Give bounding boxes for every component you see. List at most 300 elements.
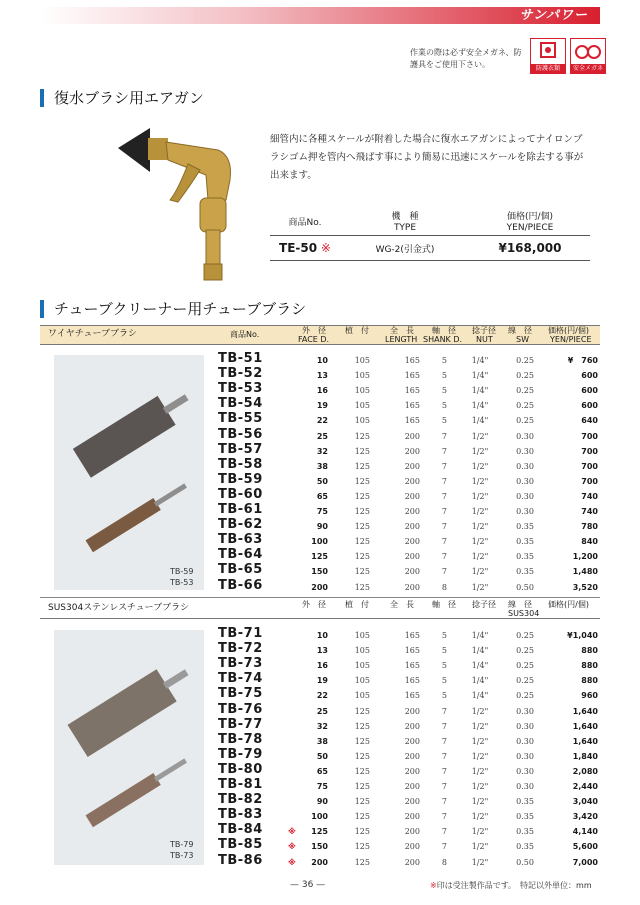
- table-row: [40, 456, 600, 474]
- glasses-icon: [570, 38, 606, 74]
- brand-bar: [40, 7, 600, 24]
- brush-length: 125: [354, 537, 370, 547]
- table-row: [40, 353, 600, 368]
- page-number: — 36 —: [290, 880, 326, 890]
- product-code: TB-73: [218, 656, 263, 672]
- wire-diameter: 0.25: [516, 371, 534, 381]
- price: 700: [581, 431, 598, 441]
- hdr-sw: 線 径: [508, 600, 532, 609]
- product-code: TB-81: [218, 777, 263, 792]
- face-diameter: 200: [311, 857, 328, 867]
- overall-length: 200: [404, 812, 420, 822]
- product-code: TB-85: [218, 837, 263, 853]
- shank-diameter: 7: [441, 537, 447, 547]
- wire-diameter: 0.25: [516, 691, 534, 701]
- brush-length: 105: [354, 661, 370, 671]
- nut-size: 1/2": [471, 797, 489, 807]
- shank-diameter: 7: [441, 446, 447, 456]
- overall-length: 200: [404, 507, 420, 516]
- overall-length: 200: [404, 476, 420, 486]
- shank-diameter: 7: [441, 461, 447, 471]
- wire-diameter: 0.30: [516, 766, 534, 776]
- glasses-icon-label: 安全メガネ: [572, 65, 603, 72]
- hdr-ue: 植 付: [345, 326, 369, 335]
- face-diameter: 50: [316, 751, 328, 761]
- nut-size: 1/2": [471, 461, 489, 471]
- face-diameter: 125: [311, 827, 328, 837]
- hdr-shank: 軸 径: [432, 326, 456, 335]
- wire-diameter: 0.35: [516, 842, 534, 852]
- overall-length: 200: [404, 782, 420, 791]
- shank-diameter: 8: [441, 857, 447, 867]
- hdr-face: 外 径: [302, 326, 326, 335]
- table-row: [40, 549, 600, 564]
- wire-diameter: 0.35: [516, 552, 534, 562]
- overall-length: 165: [404, 631, 420, 640]
- product-code: TB-62: [218, 517, 263, 533]
- brush-length: 125: [354, 582, 370, 592]
- brush-length: 105: [354, 631, 370, 640]
- nut-size: 1/4": [471, 401, 489, 411]
- shank-diameter: 7: [441, 476, 447, 486]
- overall-length: 200: [404, 552, 420, 562]
- wire-table-title: ワイヤチューブブラシ: [48, 329, 138, 339]
- price: 2,080: [572, 766, 598, 776]
- table-row: [40, 398, 600, 413]
- nut-size: 1/2": [471, 582, 489, 592]
- nut-size: 1/2": [471, 842, 489, 852]
- nut-size: 1/4": [471, 356, 489, 365]
- face-diameter: 150: [311, 842, 328, 852]
- price: 3,520: [572, 582, 598, 592]
- product-code: TB-51: [218, 351, 263, 366]
- overall-length: 200: [404, 522, 420, 532]
- brush-length: 125: [354, 736, 370, 746]
- table-row: [40, 761, 600, 779]
- face-diameter: 200: [311, 582, 328, 592]
- face-diameter: 125: [311, 552, 328, 562]
- wire-diameter: 0.25: [516, 416, 534, 426]
- price: 700: [581, 446, 598, 456]
- nut-size: 1/2": [471, 736, 489, 746]
- price: 960: [581, 691, 598, 701]
- price: 840: [581, 537, 598, 547]
- price: 5,600: [572, 842, 598, 852]
- price: 1,480: [572, 567, 598, 577]
- face-diameter: 50: [316, 476, 328, 486]
- wire-diameter: 0.30: [516, 751, 534, 761]
- product-code: TB-58: [218, 456, 263, 472]
- table-row: [40, 673, 600, 688]
- wire-diameter: 0.35: [516, 797, 534, 807]
- wire-diameter: 0.50: [516, 857, 534, 867]
- face-diameter: 38: [316, 461, 328, 471]
- table-row: [40, 504, 600, 519]
- table-row: [40, 794, 600, 809]
- nut-size: 1/4": [471, 691, 489, 701]
- brush-length: 125: [354, 721, 370, 731]
- price: 2,440: [572, 782, 598, 791]
- ppe-icon-label: 防護衣類: [531, 64, 565, 73]
- hdr-sw: 線 径: [508, 326, 532, 335]
- hdr-nut-en: NUT: [476, 335, 493, 344]
- brush-length: 105: [354, 386, 370, 396]
- face-diameter: 16: [316, 661, 328, 671]
- price: 780: [581, 522, 598, 532]
- airgun-description: 細管内に各種スケールが附着した場合に復水エアガンによってナイロンブラシゴム押を管内へ飛ばす事により簡易に迅速にスケールを除去する事が出来ます。: [270, 134, 584, 181]
- price: 1,200: [572, 552, 598, 562]
- hdr-shank: 軸 径: [432, 600, 456, 609]
- wire-diameter: 0.30: [516, 706, 534, 716]
- table-row: [40, 577, 600, 595]
- shank-diameter: 7: [441, 751, 447, 761]
- table-row: [40, 486, 600, 504]
- brush-length: 125: [354, 842, 370, 852]
- overall-length: 165: [404, 416, 420, 426]
- price: ¥1,040: [567, 631, 598, 640]
- shank-diameter: 7: [441, 766, 447, 776]
- product-code: TB-54: [218, 396, 263, 412]
- brush-length: 125: [354, 522, 370, 532]
- brush-length: 125: [354, 446, 370, 456]
- brush-length: 105: [354, 676, 370, 686]
- product-code: TB-76: [218, 701, 263, 717]
- brush-length: 105: [354, 691, 370, 701]
- shank-diameter: 5: [441, 356, 447, 365]
- made-to-order-mark: ※: [320, 241, 331, 255]
- overall-length: 165: [404, 401, 420, 411]
- shank-diameter: 5: [441, 631, 447, 640]
- overall-length: 200: [404, 766, 420, 776]
- price: 700: [581, 476, 598, 486]
- hdr-length-en: LENGTH: [385, 335, 418, 344]
- product-code: TB-66: [218, 577, 263, 593]
- wire-diameter: 0.30: [516, 491, 534, 501]
- nut-size: 1/4": [471, 371, 489, 381]
- table-row: [40, 519, 600, 534]
- table-row: [40, 701, 600, 719]
- overall-length: 200: [404, 736, 420, 746]
- brush-length: 125: [354, 431, 370, 441]
- brush-length: 125: [354, 461, 370, 471]
- product-code: TB-77: [218, 716, 263, 732]
- wire-diameter: 0.30: [516, 446, 534, 456]
- shank-diameter: 5: [441, 691, 447, 701]
- brush-length: 125: [354, 491, 370, 501]
- overall-length: 165: [404, 646, 420, 656]
- overall-length: 200: [404, 491, 420, 501]
- table-row: [40, 731, 600, 749]
- product-code: TB-80: [218, 761, 263, 777]
- nut-size: 1/2": [471, 766, 489, 776]
- face-diameter: 19: [316, 401, 328, 411]
- wire-diameter: 0.25: [516, 356, 534, 365]
- overall-length: 165: [404, 691, 420, 701]
- overall-length: 200: [404, 842, 420, 852]
- hdr-shank-en: SHANK D.: [423, 335, 463, 344]
- overall-length: 200: [404, 751, 420, 761]
- nut-size: 1/2": [471, 507, 489, 516]
- wire-diameter: 0.35: [516, 522, 534, 532]
- shank-diameter: 7: [441, 431, 447, 441]
- wire-diameter: 0.25: [516, 646, 534, 656]
- brush-length: 105: [354, 416, 370, 426]
- product-code: TB-75: [218, 686, 263, 702]
- face-diameter: 19: [316, 676, 328, 686]
- price: 700: [581, 461, 598, 471]
- price: 740: [581, 491, 598, 501]
- photo-label-1: TB-79: [170, 840, 194, 849]
- table-row: [40, 716, 600, 734]
- brush-length: 125: [354, 507, 370, 516]
- overall-length: 200: [404, 461, 420, 471]
- product-code: TB-83: [218, 807, 263, 823]
- photo-label-1: TB-59: [170, 567, 194, 576]
- wire-diameter: 0.30: [516, 476, 534, 486]
- nut-size: 1/4": [471, 661, 489, 671]
- shank-diameter: 7: [441, 552, 447, 562]
- made-to-order-mark: ※: [288, 842, 296, 852]
- shank-diameter: 7: [441, 507, 447, 516]
- wire-diameter: 0.30: [516, 721, 534, 731]
- face-diameter: 90: [316, 797, 328, 807]
- table-row: [40, 688, 600, 703]
- brush-length: 125: [354, 552, 370, 562]
- wire-diameter: 0.30: [516, 461, 534, 471]
- sus-brush-table: [40, 600, 600, 872]
- table-row: [40, 658, 600, 673]
- product-code: TB-74: [218, 671, 263, 687]
- face-diameter: 10: [316, 356, 328, 365]
- overall-length: 165: [404, 676, 420, 686]
- price: 3,040: [572, 797, 598, 807]
- nut-size: 1/4": [471, 631, 489, 640]
- product-code: TB-82: [218, 792, 263, 808]
- table-row: [40, 383, 600, 398]
- product-code: TB-53: [218, 381, 263, 397]
- sus-header-row: [40, 600, 600, 619]
- face-diameter: 65: [316, 491, 328, 501]
- wire-diameter: 0.30: [516, 782, 534, 791]
- hdr-nut: 捻子径: [472, 326, 496, 335]
- overall-length: 165: [404, 661, 420, 671]
- face-diameter: 13: [316, 646, 328, 656]
- product-code: TB-79: [218, 746, 263, 762]
- shank-diameter: 5: [441, 386, 447, 396]
- photo-label-2: TB-53: [170, 578, 194, 587]
- brush-length: 125: [354, 782, 370, 791]
- hdr-type: 機 種 TYPE: [340, 211, 470, 236]
- safety-notice: 作業の際は必ず安全メガネ、防護具をご使用下さい。: [410, 48, 522, 69]
- overall-length: 200: [404, 827, 420, 837]
- wire-diameter: 0.35: [516, 537, 534, 547]
- wire-diameter: 0.50: [516, 582, 534, 592]
- nut-size: 1/2": [471, 537, 489, 547]
- wire-diameter: 0.25: [516, 631, 534, 640]
- face-diameter: 22: [316, 691, 328, 701]
- price: 1,640: [572, 706, 598, 716]
- shank-diameter: 7: [441, 782, 447, 791]
- nut-size: 1/2": [471, 446, 489, 456]
- overall-length: 200: [404, 706, 420, 716]
- shank-diameter: 7: [441, 522, 447, 532]
- table-row: [40, 534, 600, 549]
- price: 3,420: [572, 812, 598, 822]
- shank-diameter: 7: [441, 491, 447, 501]
- brush-length: 105: [354, 356, 370, 365]
- ppe-icon: [530, 38, 566, 74]
- photo-label-2: TB-73: [170, 851, 194, 860]
- product-code: TB-52: [218, 366, 263, 382]
- shank-diameter: 7: [441, 721, 447, 731]
- table-row: [40, 628, 600, 643]
- wire-header-row: [40, 325, 600, 345]
- shank-diameter: 7: [441, 706, 447, 716]
- overall-length: 200: [404, 537, 420, 547]
- face-diameter: 100: [311, 812, 328, 822]
- table-row: [40, 779, 600, 794]
- price: 1,640: [572, 721, 598, 731]
- shank-diameter: 5: [441, 646, 447, 656]
- nut-size: 1/2": [471, 782, 489, 791]
- wire-diameter: 0.25: [516, 401, 534, 411]
- face-diameter: 32: [316, 446, 328, 456]
- face-diameter: 65: [316, 766, 328, 776]
- price: 880: [581, 676, 598, 686]
- price: 740: [581, 507, 598, 516]
- product-code: TB-60: [218, 486, 263, 502]
- nut-size: 1/2": [471, 827, 489, 837]
- price: 880: [581, 661, 598, 671]
- price: 1,640: [572, 736, 598, 746]
- face-diameter: 75: [316, 507, 328, 516]
- price: ¥ 760: [567, 356, 598, 365]
- product-code: TB-57: [218, 441, 263, 457]
- shank-diameter: 5: [441, 416, 447, 426]
- overall-length: 200: [404, 582, 420, 592]
- price: 600: [581, 371, 598, 381]
- footer-note: [430, 880, 592, 891]
- brush-length: 125: [354, 812, 370, 822]
- brand-logo: サンパワー: [519, 8, 588, 23]
- nut-size: 1/2": [471, 431, 489, 441]
- made-to-order-mark: ※: [288, 857, 296, 867]
- shank-diameter: 5: [441, 371, 447, 381]
- face-diameter: 16: [316, 386, 328, 396]
- hdr-nut: 捻子径: [472, 600, 496, 609]
- price: 7,000: [572, 857, 598, 867]
- nut-size: 1/2": [471, 812, 489, 822]
- shank-diameter: 8: [441, 582, 447, 592]
- made-to-order-mark: ※: [430, 881, 437, 890]
- face-diameter: 25: [316, 431, 328, 441]
- face-diameter: 13: [316, 371, 328, 381]
- brush-length: 125: [354, 567, 370, 577]
- brush-length: 105: [354, 401, 370, 411]
- wire-diameter: 0.25: [516, 386, 534, 396]
- face-diameter: 100: [311, 537, 328, 547]
- made-to-order-mark: ※: [288, 827, 296, 837]
- brush-length: 105: [354, 646, 370, 656]
- wire-diameter: 0.25: [516, 661, 534, 671]
- overall-length: 165: [404, 356, 420, 365]
- face-diameter: 75: [316, 782, 328, 791]
- table-row: [40, 809, 600, 824]
- shank-diameter: 5: [441, 401, 447, 411]
- hdr-sw-en: SUS304: [508, 609, 540, 618]
- price: 880: [581, 646, 598, 656]
- product-code: TB-84: [218, 822, 263, 838]
- face-diameter: 22: [316, 416, 328, 426]
- hdr-sw-en: SW: [516, 335, 529, 344]
- overall-length: 200: [404, 721, 420, 731]
- product-code: TB-55: [218, 411, 263, 427]
- shank-diameter: 7: [441, 812, 447, 822]
- table-row: [40, 426, 600, 444]
- table-row: [40, 746, 600, 764]
- nut-size: 1/2": [471, 567, 489, 577]
- table-row: [40, 413, 600, 428]
- nut-size: 1/2": [471, 706, 489, 716]
- face-diameter: 25: [316, 706, 328, 716]
- shank-diameter: 7: [441, 567, 447, 577]
- table-row: [40, 471, 600, 489]
- sus-table-title: SUS304ステンレスチューブブラシ: [48, 603, 190, 613]
- face-diameter: 38: [316, 736, 328, 746]
- nut-size: 1/2": [471, 476, 489, 486]
- airgun-price-table: [270, 211, 590, 261]
- hdr-price: 価格(円/個): [548, 600, 589, 609]
- table-row: [40, 564, 600, 579]
- product-code: TB-56: [218, 426, 263, 442]
- airgun-section-title: 復水ブラシ用エアガン: [40, 89, 204, 107]
- product-code: TB-63: [218, 532, 263, 548]
- nut-size: 1/2": [471, 857, 489, 867]
- hdr-price-en: YEN/PIECE: [550, 335, 592, 344]
- hdr-face: 外 径: [302, 600, 326, 609]
- overall-length: 200: [404, 857, 420, 867]
- brush-length: 125: [354, 827, 370, 837]
- table-row: [40, 852, 600, 870]
- overall-length: 200: [404, 797, 420, 807]
- product-code: TB-72: [218, 641, 263, 657]
- airgun-image: [108, 120, 248, 290]
- product-code: TB-78: [218, 731, 263, 747]
- brush-length: 125: [354, 797, 370, 807]
- hdr-code: 商品No.: [270, 211, 340, 236]
- hdr-length: 全 長: [390, 600, 414, 609]
- nut-size: 1/4": [471, 416, 489, 426]
- price: 1,840: [572, 751, 598, 761]
- wire-diameter: 0.30: [516, 507, 534, 516]
- airgun-price: ¥168,000: [470, 236, 590, 261]
- footer-note-text: 印は受注製作品です。 特記以外単位：mm: [436, 881, 592, 890]
- wire-diameter: 0.35: [516, 567, 534, 577]
- overall-length: 200: [404, 446, 420, 456]
- overall-length: 165: [404, 371, 420, 381]
- wire-diameter: 0.30: [516, 736, 534, 746]
- wire-diameter: 0.35: [516, 812, 534, 822]
- table-row: [40, 839, 600, 854]
- wire-diameter: 0.25: [516, 676, 534, 686]
- price: 640: [581, 416, 598, 426]
- hdr-length: 全 長: [390, 326, 414, 335]
- brush-length: 125: [354, 857, 370, 867]
- nut-size: 1/4": [471, 386, 489, 396]
- airgun-type: WG-2(引金式): [340, 236, 470, 261]
- hdr-ue: 植 付: [345, 600, 369, 609]
- product-code: TB-59: [218, 471, 263, 487]
